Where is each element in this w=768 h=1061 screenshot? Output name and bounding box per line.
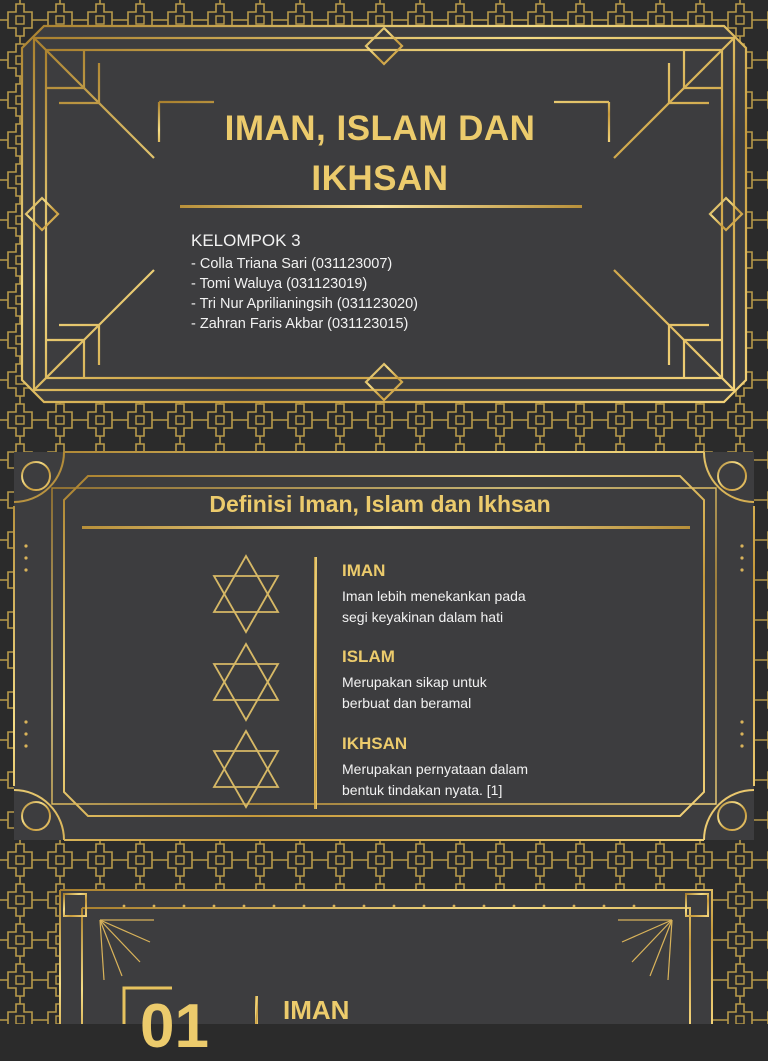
- star-of-david-icon: [208, 727, 284, 811]
- section-title: Definisi Iman, Islam dan Ikhsan: [209, 491, 551, 517]
- section-number: 01: [140, 992, 209, 1061]
- description-line: segi keyakinan dalam hati: [342, 609, 504, 625]
- star-of-david-icon: [208, 640, 284, 724]
- item-heading: ISLAM: [342, 647, 395, 666]
- definition-item-iman: [342, 560, 582, 628]
- title-slide: [4, 18, 764, 410]
- list-item: - Tomi Waluya (031123019): [191, 276, 368, 292]
- list-item: - Zahran Faris Akbar (031123015): [191, 316, 409, 332]
- art-deco-frame: [4, 18, 764, 410]
- definition-item-islam: [342, 646, 582, 714]
- list-item: - Colla Triana Sari (031123007): [191, 256, 393, 272]
- description-line: Merupakan sikap untuk: [342, 674, 487, 690]
- item-description: [342, 759, 582, 801]
- item-description: [342, 586, 582, 628]
- list-item: - Tri Nur Aprilianingsih (031123020): [191, 296, 419, 312]
- section-heading: IMAN: [283, 995, 350, 1025]
- sunburst-frame: [4, 884, 764, 1024]
- page-title: [160, 104, 600, 204]
- iman-slide: [4, 884, 764, 1024]
- title-line-1: IMAN, ISLAM DAN: [224, 109, 536, 148]
- description-line: Iman lebih menekankan pada: [342, 588, 526, 604]
- description-line: berbuat dan beramal: [342, 695, 472, 711]
- group-label: KELOMPOK 3: [191, 231, 301, 250]
- description-line: Merupakan pernyataan dalam: [342, 761, 529, 777]
- title-line-2: IKHSAN: [311, 159, 449, 198]
- item-heading: IMAN: [342, 561, 386, 580]
- group-info: [191, 231, 418, 334]
- definition-item-ikhsan: [342, 733, 582, 801]
- star-of-david-icon: [208, 552, 284, 636]
- item-heading: IKHSAN: [342, 734, 408, 753]
- description-line: bentuk tindakan nyata. [1]: [342, 782, 503, 798]
- member-list: [191, 254, 418, 334]
- item-description: [342, 672, 582, 714]
